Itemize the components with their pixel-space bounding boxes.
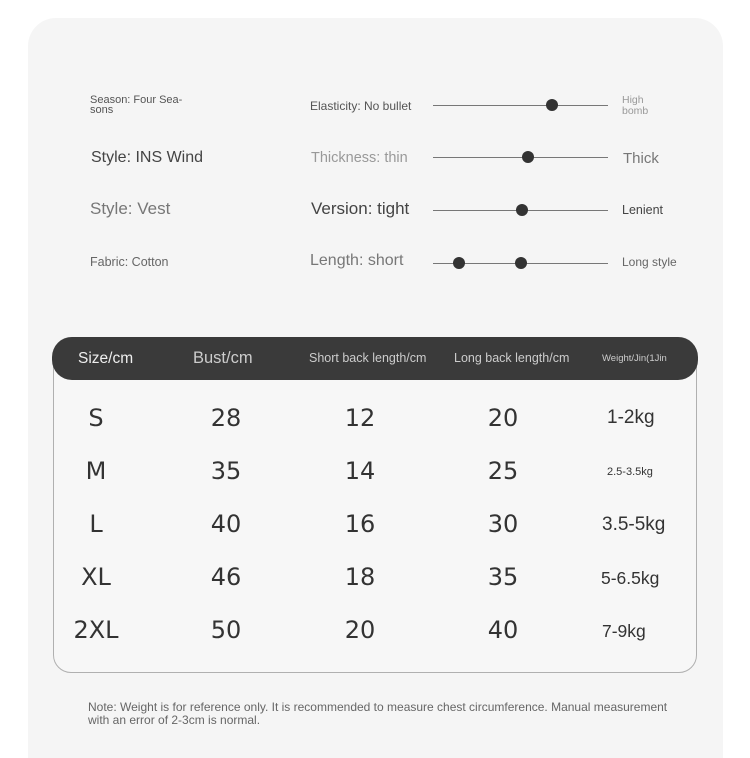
header-bust: Bust/cm	[193, 349, 253, 367]
version-label: Version: tight	[311, 199, 410, 218]
cell-weight: 5-6.5kg	[601, 568, 660, 588]
cell-short-back: 14	[344, 457, 376, 485]
cell-size: XL	[81, 563, 111, 591]
cell-long-back: 25	[487, 457, 519, 485]
cell-bust: 40	[210, 510, 242, 538]
cell-bust: 46	[210, 563, 242, 591]
cell-short-back: 16	[344, 510, 376, 538]
note-text: Note: Weight is for reference only. It is recommended to measure chest circumference. Manual measurement with an error of 2-3cm is normal.	[88, 700, 668, 727]
slider-knob	[522, 151, 534, 163]
length-label: Length: short	[310, 252, 404, 269]
cell-long-back: 20	[487, 404, 519, 432]
thickness-slider-track	[433, 157, 608, 158]
cell-size: L	[89, 510, 103, 538]
length-end-label: Long style	[622, 255, 677, 269]
cell-size: 2XL	[73, 616, 119, 644]
version-end-label: Lenient	[622, 203, 664, 217]
cell-weight: 1-2kg	[607, 407, 655, 428]
cell-bust: 50	[210, 616, 242, 644]
cell-long-back: 30	[487, 510, 519, 538]
elasticity-end-label: High bomb	[622, 94, 649, 117]
size-table-header	[52, 337, 698, 380]
attr-season: Season: Four Sea- sons	[90, 94, 183, 116]
cell-size: M	[85, 457, 107, 485]
attr-fabric: Fabric: Cotton	[90, 255, 169, 269]
cell-long-back: 35	[487, 563, 519, 591]
elasticity-slider-track	[433, 105, 608, 106]
cell-short-back: 20	[344, 616, 376, 644]
elasticity-label: Elasticity: No bullet	[310, 99, 412, 113]
header-size: Size/cm	[78, 350, 134, 367]
cell-weight: 3.5-5kg	[602, 514, 666, 535]
cell-short-back: 12	[344, 404, 376, 432]
thickness-end-label: Thick	[623, 150, 659, 167]
cell-weight: 2.5-3.5kg	[607, 466, 653, 478]
attr-style-vest: Style: Vest	[90, 199, 171, 218]
cell-short-back: 18	[344, 563, 376, 591]
slider-knob	[546, 99, 558, 111]
cell-bust: 28	[210, 404, 242, 432]
slider-knob	[515, 257, 527, 269]
attr-style-ins: Style: INS Wind	[91, 149, 204, 166]
cell-weight: 7-9kg	[602, 621, 646, 641]
cell-bust: 35	[210, 457, 242, 485]
thickness-label: Thickness: thin	[311, 150, 408, 166]
header-weight: Weight/Jin(1Jin	[602, 353, 667, 364]
header-long-back: Long back length/cm	[454, 351, 570, 365]
cell-size: S	[88, 404, 104, 432]
cell-long-back: 40	[487, 616, 519, 644]
header-short-back: Short back length/cm	[309, 351, 427, 365]
